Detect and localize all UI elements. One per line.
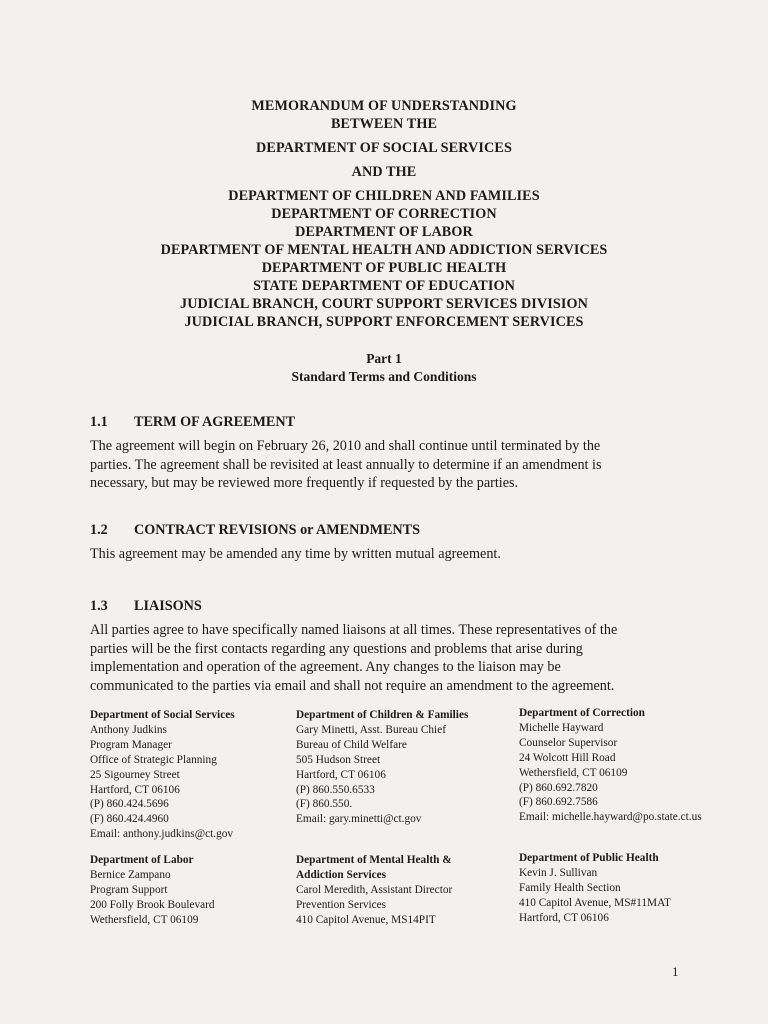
body-line: necessary, but may be reviewed more frequently if requested by the parties.: [90, 475, 519, 492]
contact-line: Program Manager: [90, 738, 172, 751]
contact-line: Gary Minetti, Asst. Bureau Chief: [296, 723, 446, 736]
title-line: DEPARTMENT OF LABOR: [295, 224, 473, 240]
contact-department: Addiction Services: [296, 868, 387, 881]
contact-line: 410 Capitol Avenue, MS14PIT: [296, 913, 436, 926]
body-line: communicated to the parties via email and shall not require an amendment to the agreement.: [90, 677, 615, 694]
section-number: 1.3: [90, 598, 108, 614]
part-subtitle: Standard Terms and Conditions: [291, 369, 477, 384]
section-heading: [90, 597, 690, 615]
contact-line: (F) 860.424.4960: [90, 813, 169, 826]
body-line: This agreement may be amended any time by written mutual agreement.: [90, 546, 501, 562]
contact-line: Bureau of Child Welfare: [296, 738, 407, 751]
section-heading: [90, 413, 690, 431]
contact-line: Hartford, CT 06106: [296, 768, 386, 781]
title-line: DEPARTMENT OF MENTAL HEALTH AND ADDICTION SERVICES: [160, 242, 608, 258]
section-title: LIAISONS: [134, 598, 202, 614]
contact-department: Department of Mental Health &: [296, 854, 452, 866]
contact-department: Department of Labor: [90, 854, 194, 866]
contact-department: Department of Public Health: [519, 852, 659, 864]
title-line: AND THE: [351, 164, 417, 180]
contact-line: Family Health Section: [519, 881, 621, 894]
section-heading: [90, 521, 690, 539]
contact-line: Kevin J. Sullivan: [519, 866, 598, 879]
title-line: STATE DEPARTMENT OF EDUCATION: [253, 278, 515, 294]
contact-department: Department of Children & Families: [296, 709, 469, 721]
section-title: CONTRACT REVISIONS or AMENDMENTS: [134, 522, 421, 538]
contact-correction: [519, 706, 702, 825]
section-contract-revisions: [90, 521, 690, 564]
contact-email: Email: michelle.hayward@po.state.ct.us: [519, 811, 702, 824]
body-line: All parties agree to have specifically named liaisons at all times. These representatives of the: [90, 622, 618, 638]
contact-line: 200 Folly Brook Boulevard: [90, 898, 215, 911]
body-line: parties. The agreement shall be revisited at least annually to determine if an amendment is: [90, 456, 602, 473]
contact-line: (P) 860.692.7820: [519, 781, 598, 794]
contact-line: (F) 860.692.7586: [519, 796, 598, 809]
contact-mental-health: [296, 853, 452, 928]
contact-line: Program Support: [90, 883, 168, 896]
title-line: DEPARTMENT OF CHILDREN AND FAMILIES: [228, 188, 540, 204]
section-number: 1.1: [90, 414, 108, 430]
contact-children-families: [296, 708, 468, 827]
liaison-contacts: [90, 708, 740, 938]
body-line: implementation and operation of the agreement. Any changes to the liaison may be: [90, 659, 561, 676]
title-line: JUDICIAL BRANCH, SUPPORT ENFORCEMENT SERVICES: [184, 314, 584, 330]
title-line: DEPARTMENT OF SOCIAL SERVICES: [256, 140, 512, 156]
body-line: The agreement will begin on February 26, 2010 and shall continue until terminated by the: [90, 438, 601, 454]
contact-email: Email: anthony.judkins@ct.gov: [90, 828, 234, 841]
contact-line: 25 Sigourney Street: [90, 768, 180, 781]
contact-department: Department of Social Services: [90, 709, 235, 721]
part-label: Part 1: [366, 351, 402, 366]
part-heading: [0, 350, 768, 386]
contact-line: Carol Meredith, Assistant Director: [296, 883, 453, 896]
contact-email: Email: gary.minetti@ct.gov: [296, 813, 422, 826]
title-line: JUDICIAL BRANCH, COURT SUPPORT SERVICES DIVISION: [180, 296, 588, 312]
section-title: TERM OF AGREEMENT: [134, 414, 296, 430]
contact-line: Wethersfield, CT 06109: [90, 913, 199, 926]
contact-line: Bernice Zampano: [90, 868, 171, 881]
contact-public-health: [519, 851, 671, 926]
contact-line: 410 Capitol Avenue, MS#11MAT: [519, 896, 671, 909]
title-line: DEPARTMENT OF CORRECTION: [271, 206, 497, 222]
title-line: DEPARTMENT OF PUBLIC HEALTH: [261, 260, 507, 276]
contact-line: (P) 860.424.5696: [90, 798, 169, 811]
section-number: 1.2: [90, 522, 108, 538]
body-line: parties will be the first contacts regarding any questions and problems that arise during: [90, 640, 583, 657]
section-liaisons: [90, 597, 690, 695]
contact-labor: [90, 853, 215, 928]
contact-line: (F) 860.550.: [296, 798, 353, 811]
memorandum-title: [0, 97, 768, 331]
section-body: [90, 437, 690, 493]
title-line: MEMORANDUM OF UNDERSTANDING: [251, 98, 517, 114]
contact-line: Hartford, CT 06106: [519, 911, 609, 924]
contact-department: Department of Correction: [519, 707, 645, 719]
contact-line: Anthony Judkins: [90, 723, 167, 736]
contact-line: Office of Strategic Planning: [90, 753, 217, 766]
contact-line: Hartford, CT 06106: [90, 783, 180, 796]
contact-line: 24 Wolcott Hill Road: [519, 751, 616, 764]
contact-line: Prevention Services: [296, 898, 387, 911]
contact-line: Michelle Hayward: [519, 721, 604, 734]
contact-line: Wethersfield, CT 06109: [519, 766, 628, 779]
title-line: BETWEEN THE: [330, 116, 438, 132]
contact-line: Counselor Supervisor: [519, 736, 618, 749]
page-number: 1: [672, 964, 679, 979]
contact-line: (P) 860.550.6533: [296, 783, 375, 796]
contact-line: 505 Hudson Street: [296, 753, 381, 766]
contact-social-services: [90, 708, 235, 842]
section-term-of-agreement: [90, 413, 690, 493]
section-body: [90, 621, 690, 695]
section-body: [90, 545, 690, 564]
